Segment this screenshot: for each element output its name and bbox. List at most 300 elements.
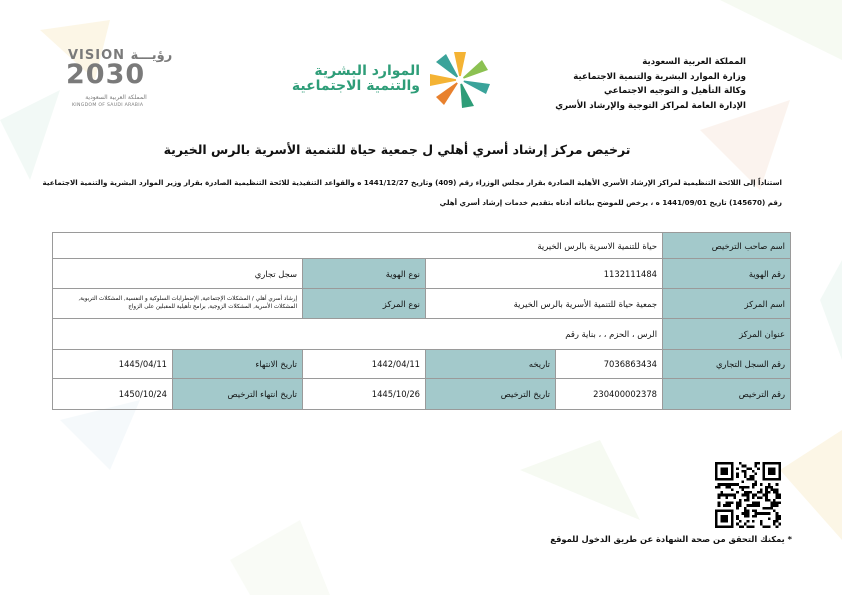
qr-module [752, 510, 755, 513]
qr-module [726, 494, 729, 497]
qr-module [744, 491, 747, 494]
qr-module [768, 470, 771, 473]
qr-module [718, 496, 721, 499]
qr-module [728, 510, 731, 513]
qr-module [760, 483, 763, 486]
qr-module [752, 483, 755, 486]
qr-module [739, 502, 742, 505]
qr-module [765, 494, 768, 497]
qr-module [765, 507, 768, 510]
qr-module [778, 465, 781, 468]
qr-module [741, 470, 744, 473]
qr-module [773, 499, 776, 502]
qr-module [747, 478, 750, 481]
document-title: ترخيص مركز إرشاد أسري أهلي ل جمعية حياة للتنمية الأسرية بالرس الخيرية [163, 142, 631, 157]
qr-module [726, 520, 729, 523]
qr-module [720, 473, 723, 476]
ministry-header [516, 55, 746, 113]
qr-module [747, 520, 750, 523]
qr-module [752, 525, 755, 528]
qr-module [726, 470, 729, 473]
qr-module [778, 462, 781, 465]
table-row [53, 233, 791, 259]
qr-module [747, 499, 750, 502]
qr-module [776, 512, 779, 515]
qr-module [770, 488, 773, 491]
owner-label: اسم صاحب الترخيص [663, 233, 791, 259]
qr-module [728, 462, 731, 465]
qr-module [747, 491, 750, 494]
qr-module [770, 478, 773, 481]
qr-module [715, 523, 718, 526]
id-number-value: 1132111484 [426, 259, 663, 289]
qr-module [723, 462, 726, 465]
qr-module [731, 520, 734, 523]
qr-module [768, 473, 771, 476]
qr-module [755, 480, 758, 483]
qr-module [773, 502, 776, 505]
license-expiry-value: 1450/10/24 [53, 379, 173, 410]
qr-module [749, 478, 752, 481]
qr-module [726, 504, 729, 507]
license-expiry-label: تاريخ انتهاء الترخيص [173, 379, 303, 410]
qr-module [736, 504, 739, 507]
qr-module [731, 478, 734, 481]
header-line-department: الإدارة العامة لمراكز التوجية والإرشاد الأسري [555, 100, 746, 111]
qr-module [763, 467, 766, 470]
qr-module [731, 517, 734, 520]
qr-module [757, 504, 760, 507]
qr-module [768, 478, 771, 481]
qr-module [744, 475, 747, 478]
qr-module [752, 478, 755, 481]
qr-module [770, 462, 773, 465]
qr-module [768, 525, 771, 528]
qr-module [768, 483, 771, 486]
qr-module [755, 504, 758, 507]
qr-module [731, 488, 734, 491]
qr-module [760, 488, 763, 491]
qr-module [778, 496, 781, 499]
qr-module [778, 494, 781, 497]
qr-module [744, 494, 747, 497]
qr-module [726, 515, 729, 518]
qr-module [749, 525, 752, 528]
qr-module [763, 512, 766, 515]
qr-module [757, 512, 760, 515]
qr-module [728, 502, 731, 505]
qr-module [763, 507, 766, 510]
qr-module [747, 504, 750, 507]
qr-module [731, 525, 734, 528]
qr-module [763, 465, 766, 468]
qr-module [731, 467, 734, 470]
qr-module [720, 494, 723, 497]
qr-module [770, 473, 773, 476]
qr-module [736, 483, 739, 486]
qr-module [736, 502, 739, 505]
qr-module [718, 502, 721, 505]
qr-module [733, 494, 736, 497]
qr-module [736, 523, 739, 526]
qr-module [739, 499, 742, 502]
header-line-country: المملكة العربية السعودية [642, 57, 746, 67]
qr-module [755, 512, 758, 515]
qr-module [731, 470, 734, 473]
qr-module [747, 525, 750, 528]
qr-module [765, 499, 768, 502]
table-row [53, 379, 791, 410]
qr-module [744, 499, 747, 502]
qr-module [736, 491, 739, 494]
qr-module [773, 491, 776, 494]
qr-module [755, 502, 758, 505]
qr-module [768, 491, 771, 494]
qr-module [720, 470, 723, 473]
qr-module [770, 470, 773, 473]
center-type-label: نوع المركز [303, 289, 426, 319]
qr-module [765, 488, 768, 491]
qr-module [770, 502, 773, 505]
qr-module [778, 475, 781, 478]
cr-value: 7036863434 [556, 350, 663, 379]
center-type-value: إرشاد أسري أهلي / المشكلات الإجتماعية, الإضطرابات السلوكية و النفسية, المشكلات التربوية, المشكلات الأسرية, المشكلات الزوجية, برامج تأهيلية للمقبلين على الزواج [53, 289, 303, 319]
qr-module [718, 525, 721, 528]
qr-module [747, 510, 750, 513]
qr-module [776, 483, 779, 486]
qr-module [778, 478, 781, 481]
qr-module [773, 462, 776, 465]
qr-module [720, 491, 723, 494]
qr-module [760, 523, 763, 526]
qr-code-icon[interactable] [714, 462, 782, 528]
qr-module [778, 515, 781, 518]
qr-module [768, 517, 771, 520]
qr-module [723, 525, 726, 528]
qr-module [776, 520, 779, 523]
qr-module [723, 467, 726, 470]
hrsd-logo-line2: والتنمية الاجتماعية [291, 78, 420, 94]
qr-module [726, 483, 729, 486]
qr-module [720, 467, 723, 470]
qr-module [739, 486, 742, 489]
qr-module [723, 473, 726, 476]
qr-module [752, 515, 755, 518]
qr-module [715, 478, 718, 481]
qr-module [726, 467, 729, 470]
qr-module [715, 515, 718, 518]
qr-module [752, 502, 755, 505]
qr-module [768, 499, 771, 502]
qr-module [723, 494, 726, 497]
table-row [53, 350, 791, 379]
qr-module [778, 523, 781, 526]
verification-note: * يمكنك التحقق من صحة الشهادة عن طريق الدخول للموقع [550, 534, 792, 544]
qr-module [723, 515, 726, 518]
qr-module [741, 494, 744, 497]
qr-module [760, 512, 763, 515]
qr-module [744, 486, 747, 489]
qr-module [726, 525, 729, 528]
qr-module [726, 496, 729, 499]
qr-module [715, 512, 718, 515]
center-name-value: جمعية حياة للتنمية الأسرية بالرس الخيرية [426, 289, 663, 319]
qr-module [720, 510, 723, 513]
qr-module [757, 491, 760, 494]
qr-module [776, 502, 779, 505]
vision-logo-top: VISION رؤيـــة [68, 48, 173, 63]
qr-module [731, 512, 734, 515]
qr-module [749, 467, 752, 470]
qr-module [731, 494, 734, 497]
qr-module [720, 483, 723, 486]
qr-module [744, 510, 747, 513]
qr-module [736, 507, 739, 510]
table-row [53, 259, 791, 289]
qr-module [726, 510, 729, 513]
qr-module [731, 523, 734, 526]
qr-module [763, 525, 766, 528]
qr-module [728, 483, 731, 486]
qr-module [755, 465, 758, 468]
qr-module [718, 483, 721, 486]
qr-module [770, 467, 773, 470]
qr-module [741, 525, 744, 528]
qr-module [776, 491, 779, 494]
cr-expiry-label: تاريخ الانتهاء [173, 350, 303, 379]
qr-module [741, 486, 744, 489]
qr-module [755, 462, 758, 465]
qr-module [773, 523, 776, 526]
qr-module [773, 510, 776, 513]
owner-value: حياة للتنمية الاسرية بالرس الخيرية [53, 233, 663, 259]
qr-module [736, 467, 739, 470]
qr-module [739, 462, 742, 465]
qr-module [773, 467, 776, 470]
qr-module [733, 483, 736, 486]
qr-module [768, 507, 771, 510]
qr-module [726, 486, 729, 489]
id-type-label: نوع الهوية [303, 259, 426, 289]
qr-module [752, 520, 755, 523]
qr-module [715, 467, 718, 470]
qr-module [747, 496, 750, 499]
qr-module [731, 510, 734, 513]
qr-module [744, 515, 747, 518]
qr-module [776, 525, 779, 528]
qr-module [718, 486, 721, 489]
qr-module [770, 504, 773, 507]
preamble-line-2: رقم (145670) تاريخ 1441/09/01 ه ، يرخص للموضح بياناته أدناه بتقديم خدمات إرشاد أسري أهلي [439, 198, 782, 207]
qr-module [776, 515, 779, 518]
qr-module [726, 478, 729, 481]
qr-module [776, 494, 779, 497]
qr-module [715, 473, 718, 476]
address-label: عنوان المركز [663, 319, 791, 350]
qr-module [778, 470, 781, 473]
qr-module [736, 517, 739, 520]
qr-module [763, 462, 766, 465]
id-number-label: رقم الهوية [663, 259, 791, 289]
qr-module [715, 465, 718, 468]
qr-module [763, 478, 766, 481]
qr-module [773, 504, 776, 507]
hrsd-star-icon [422, 50, 498, 110]
qr-module [715, 510, 718, 513]
center-name-label: اسم المركز [663, 289, 791, 319]
qr-module [765, 462, 768, 465]
qr-module [718, 494, 721, 497]
cr-label: رقم السجل التجاري [663, 350, 791, 379]
qr-module [731, 483, 734, 486]
qr-module [773, 478, 776, 481]
qr-module [768, 467, 771, 470]
license-date-label: تاريخ الترخيص [426, 379, 556, 410]
qr-module [731, 462, 734, 465]
qr-module [752, 496, 755, 499]
qr-module [728, 486, 731, 489]
qr-module [726, 473, 729, 476]
license-number-value: 230400002378 [556, 379, 663, 410]
qr-module [749, 491, 752, 494]
qr-module [731, 502, 734, 505]
qr-module [715, 520, 718, 523]
qr-module [736, 515, 739, 518]
qr-module [715, 470, 718, 473]
qr-module [752, 475, 755, 478]
qr-module [723, 517, 726, 520]
qr-module [718, 504, 721, 507]
qr-module [715, 517, 718, 520]
qr-module [776, 496, 779, 499]
cr-date-value: 1442/04/11 [303, 350, 426, 379]
qr-module [736, 475, 739, 478]
qr-module [731, 515, 734, 518]
header-line-agency: وكالة التأهيل و التوجيه الاجتماعي [604, 86, 746, 96]
qr-module [718, 478, 721, 481]
qr-module [778, 517, 781, 520]
qr-module [723, 483, 726, 486]
qr-module [755, 510, 758, 513]
qr-module [760, 496, 763, 499]
qr-module [755, 494, 758, 497]
qr-module [741, 465, 744, 468]
id-type-value: سجل تجاري [53, 259, 303, 289]
license-number-label: رقم الترخيص [663, 379, 791, 410]
vision-2030-logo [56, 46, 173, 116]
qr-module [749, 475, 752, 478]
address-value: الرس ، الحزم ، ، بناية رقم [53, 319, 663, 350]
qr-module [718, 462, 721, 465]
qr-module [739, 504, 742, 507]
license-date-value: 1445/10/26 [303, 379, 426, 410]
qr-module [720, 525, 723, 528]
qr-module [752, 494, 755, 497]
qr-module [755, 473, 758, 476]
qr-module [778, 467, 781, 470]
qr-module [776, 462, 779, 465]
qr-module [726, 502, 729, 505]
qr-module [763, 494, 766, 497]
qr-module [720, 462, 723, 465]
qr-module [752, 504, 755, 507]
qr-module [744, 473, 747, 476]
qr-module [765, 478, 768, 481]
qr-module [770, 507, 773, 510]
qr-module [768, 486, 771, 489]
qr-module [765, 491, 768, 494]
qr-module [760, 491, 763, 494]
qr-module [763, 475, 766, 478]
qr-module [773, 470, 776, 473]
qr-module [723, 470, 726, 473]
qr-module [728, 504, 731, 507]
qr-module [773, 473, 776, 476]
qr-module [776, 478, 779, 481]
qr-module [757, 502, 760, 505]
qr-module [778, 502, 781, 505]
cr-expiry-value: 1445/04/11 [53, 350, 173, 379]
qr-module [747, 512, 750, 515]
qr-module [752, 486, 755, 489]
qr-module [778, 473, 781, 476]
qr-module [728, 478, 731, 481]
qr-module [749, 504, 752, 507]
qr-module [747, 494, 750, 497]
qr-module [723, 510, 726, 513]
qr-module [768, 512, 771, 515]
qr-module [741, 512, 744, 515]
qr-module [744, 512, 747, 515]
qr-module [731, 473, 734, 476]
qr-module [770, 486, 773, 489]
qr-module [739, 520, 742, 523]
qr-module [768, 462, 771, 465]
qr-module [726, 462, 729, 465]
qr-module [757, 467, 760, 470]
qr-module [741, 488, 744, 491]
qr-module [720, 520, 723, 523]
hrsd-logo [291, 48, 502, 108]
qr-module [763, 470, 766, 473]
qr-module [723, 478, 726, 481]
qr-module [728, 494, 731, 497]
qr-module [755, 483, 758, 486]
qr-module [752, 470, 755, 473]
header-line-ministry: وزارة الموارد البشرية والتنمية الاجتماعية [573, 71, 746, 82]
qr-module [776, 504, 779, 507]
qr-module [765, 496, 768, 499]
vision-logo-number: 2030 [66, 59, 146, 90]
qr-module [733, 496, 736, 499]
qr-module [731, 465, 734, 468]
qr-module [715, 486, 718, 489]
qr-module [744, 470, 747, 473]
qr-module [773, 488, 776, 491]
qr-module [744, 523, 747, 526]
qr-module [776, 517, 779, 520]
qr-module [747, 486, 750, 489]
license-details-table [52, 232, 791, 410]
table-row [53, 289, 791, 319]
qr-module [718, 510, 721, 513]
qr-module [731, 475, 734, 478]
vision-logo-english: KINGDOM OF SAUDI ARABIA [72, 103, 144, 108]
qr-module [720, 515, 723, 518]
qr-module [744, 465, 747, 468]
qr-module [757, 496, 760, 499]
table-row [53, 319, 791, 350]
